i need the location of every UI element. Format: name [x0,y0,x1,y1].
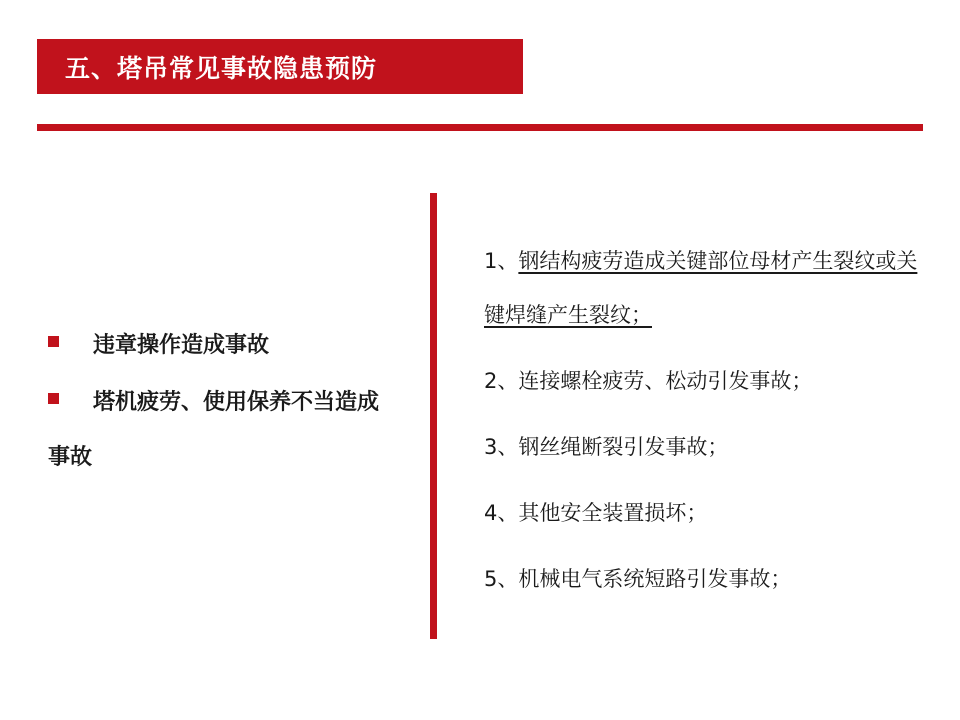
header-rule [37,124,923,131]
vertical-divider [430,193,437,639]
left-list-item [48,318,398,373]
square-bullet-icon [48,393,59,404]
square-bullet-icon [48,336,59,347]
right-numbered-list [484,234,924,618]
item-prefix: 1、 [484,249,519,273]
right-list-item [484,234,924,342]
left-list-item [48,375,398,485]
item-text-underlined: 钢结构疲劳造成关键部位母材产生裂纹或关键焊缝产生裂纹； [484,249,918,327]
item-text: 4、其他安全装置损坏； [484,501,708,525]
right-list-item [484,486,924,540]
slide-title: 五、塔吊常见事故隐患预防 [65,53,378,83]
item-text: 3、钢丝绳断裂引发事故； [484,435,729,459]
right-list-item [484,420,924,474]
right-list-item [484,552,924,606]
left-item-text: 违章操作造成事故 [93,333,270,358]
item-text: 2、连接螺栓疲劳、松动引发事故； [484,369,813,393]
right-list-item [484,354,924,408]
item-text: 5、机械电气系统短路引发事故； [484,567,792,591]
left-bullet-list [48,318,398,485]
left-item-text: 塔机疲劳、使用保养不当造成事故 [48,390,380,470]
title-banner [37,39,523,94]
